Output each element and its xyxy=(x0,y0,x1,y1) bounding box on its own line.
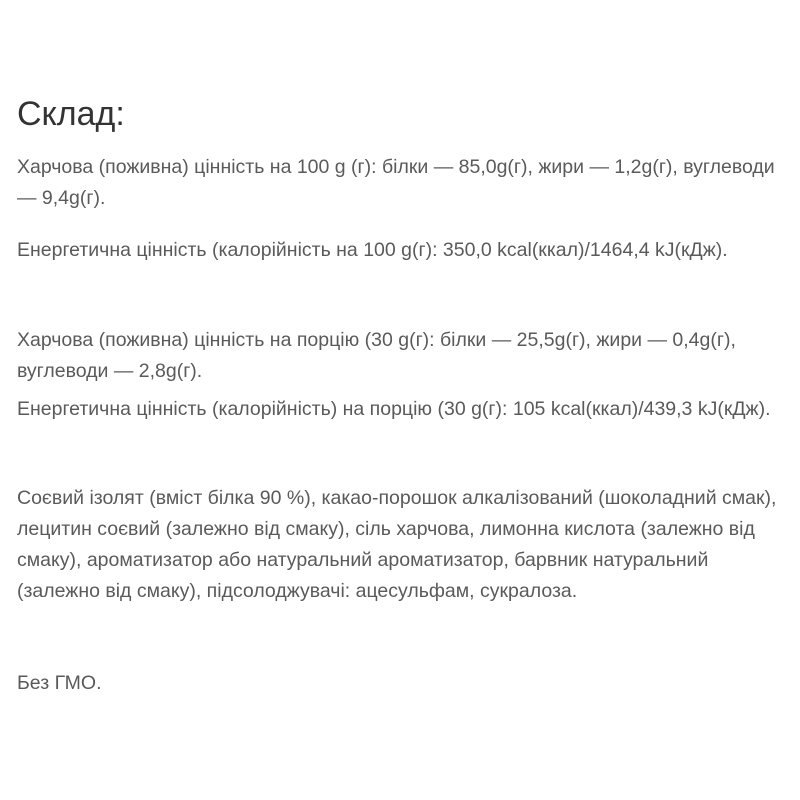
gmo-free-note: Без ГМО. xyxy=(17,672,102,694)
nutrition-per-serving: Харчова (поживна) цінність на порцію (30 g(г): білки — 25,5g(г), жири — 0,4g(г), вуглеводи — 2,8g(г). xyxy=(17,329,736,382)
energy-per-100g: Енергетична цінність (калорійність на 100 g(г): 350,0 kcal(ккал)/1464,4 kJ(кДж). xyxy=(17,239,728,261)
section-title: Склад: xyxy=(17,95,125,133)
ingredients-list: Соєвий ізолят (вміст білка 90 %), какао-порошок алкалізований (шоколадний смак), лецитин соєвий (залежно від смаку), сіль харчова, лимонна кислота (залежно від смаку), ароматизатор або натуральний ароматизатор, барвник натуральний (залежно від смаку), підсолоджувачі: ацесульфам, сукралоза. xyxy=(17,487,777,602)
energy-per-serving: Енергетична цінність (калорійність) на порцію (30 g(г): 105 kcal(ккал)/439,3 kJ(кДж). xyxy=(17,398,771,420)
nutrition-per-100g: Харчова (поживна) цінність на 100 g (г): білки — 85,0g(г), жири — 1,2g(г), вуглеводи — 9,4g(г). xyxy=(17,156,775,209)
